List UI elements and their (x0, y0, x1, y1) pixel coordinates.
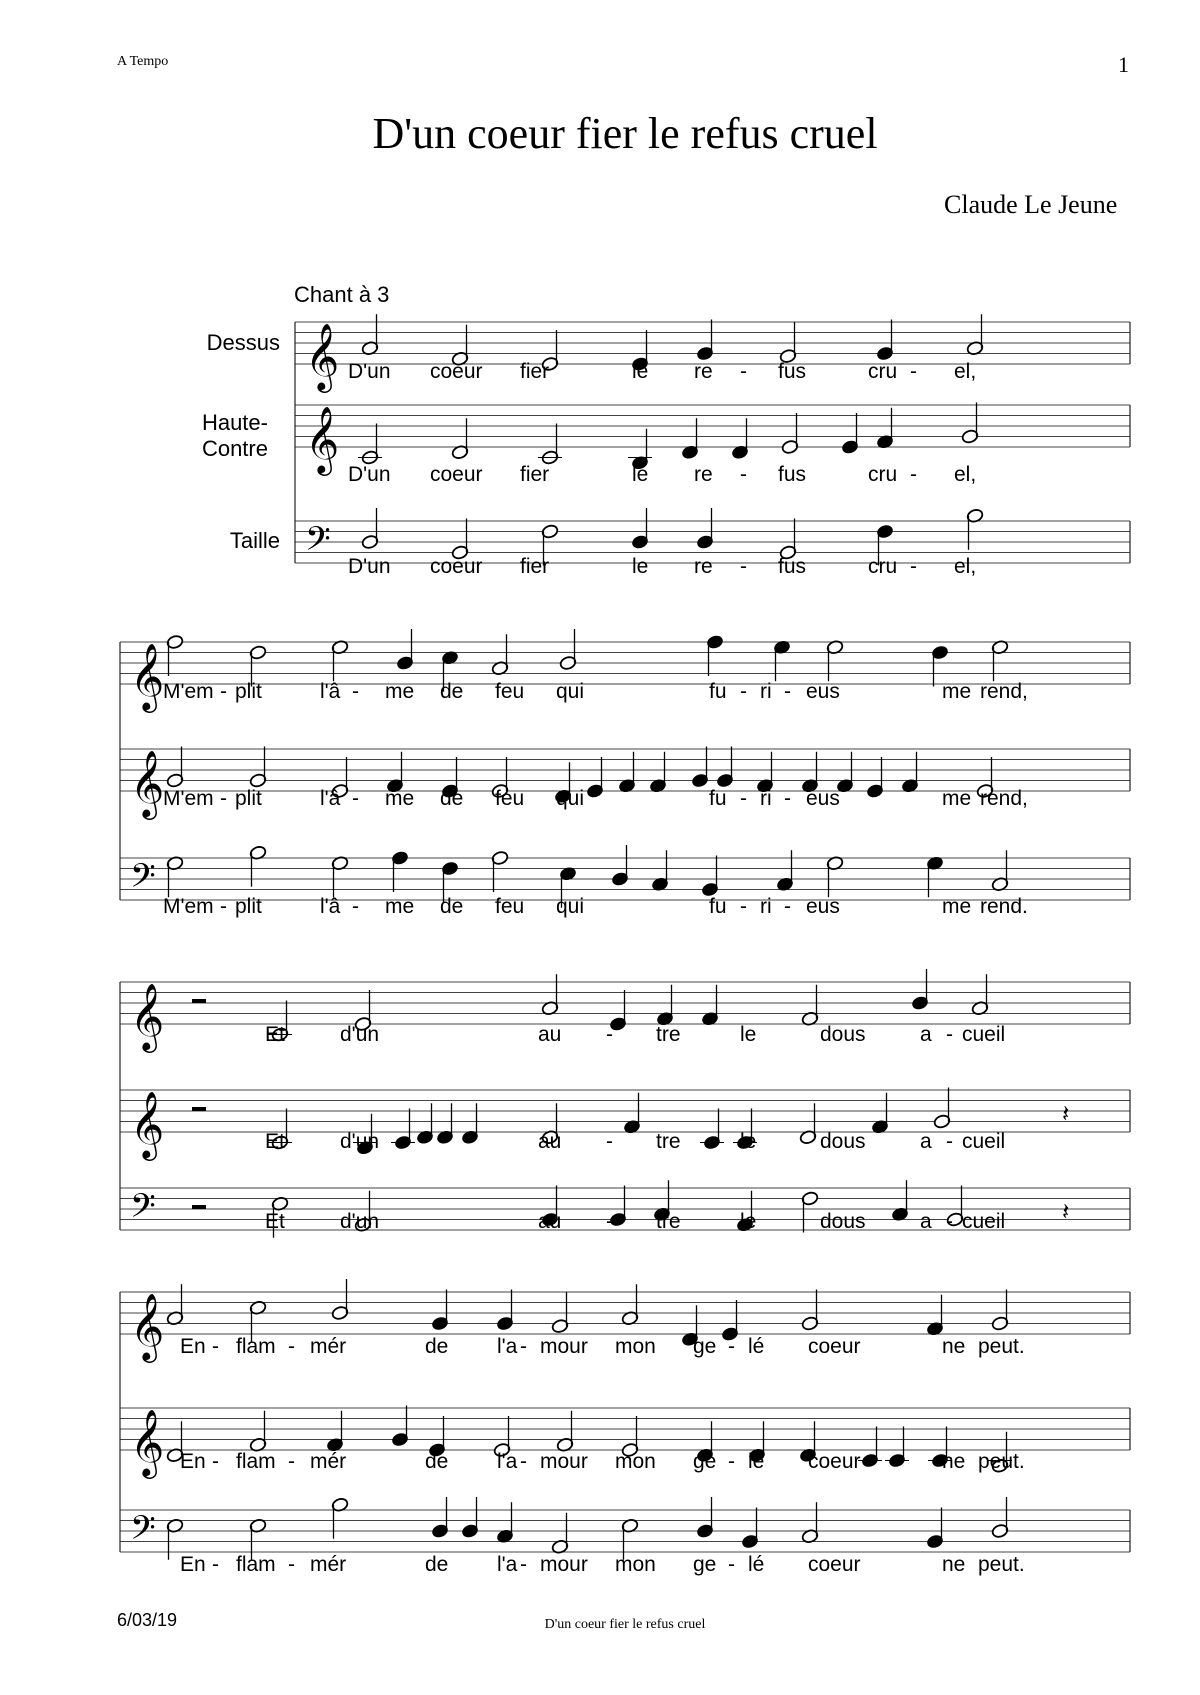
tempo-label: A Tempo (117, 54, 169, 69)
quarter-rest-icon: 𝄽 (1062, 1099, 1070, 1128)
lyric-syllable: - (352, 895, 359, 918)
lyric-syllable: l'â (320, 895, 341, 918)
lyric-syllable: a (920, 1023, 932, 1046)
treble-clef-icon: 𝄞 (130, 642, 165, 710)
lyric-syllable: me (385, 680, 415, 703)
lyric-syllable: de (440, 895, 464, 918)
lyric-syllable: rend, (980, 680, 1028, 703)
lyric-syllable: de (425, 1450, 449, 1473)
lyric-syllable: lé (748, 1450, 765, 1473)
lyric-syllable: coeur (430, 463, 483, 486)
lyric-syllable: re (694, 360, 713, 383)
lyric-syllable: ne (942, 1450, 966, 1473)
lyric-syllable: D'un (348, 555, 391, 578)
lyric-syllable: l'a (497, 1450, 518, 1473)
lyric-syllable: - (606, 1210, 613, 1233)
lyric-syllable: ri (760, 895, 772, 918)
lyric-syllable: - (212, 1553, 219, 1576)
lyric-syllable: l'â (320, 680, 341, 703)
lyric-syllable: le (740, 1023, 757, 1046)
lyric-syllable: - (910, 463, 917, 486)
lyric-syllable: le (740, 1210, 757, 1233)
lyric-syllable: cueil (962, 1023, 1006, 1046)
lyric-syllable: rend, (980, 787, 1028, 810)
lyric-syllable: feu (495, 680, 525, 703)
lyric-syllable: coeur (808, 1553, 861, 1576)
lyric-syllable: mon (615, 1553, 656, 1576)
lyric-syllable: M'em (163, 895, 214, 918)
lyric-syllable: - (740, 680, 747, 703)
footer-date: 6/03/19 (117, 1610, 178, 1630)
lyric-syllable: flam (236, 1335, 276, 1358)
lyric-syllable: mér (310, 1553, 347, 1576)
lyric-syllable: - (288, 1335, 295, 1358)
lyric-syllable: ri (760, 787, 772, 810)
lyric-syllable: - (288, 1553, 295, 1576)
lyric-syllable: - (606, 1023, 613, 1046)
lyric-syllable: mér (310, 1335, 347, 1358)
lyric-syllable: el, (954, 463, 977, 486)
lyric-syllable: d'un (340, 1023, 380, 1046)
lyric-syllable: M'em (163, 787, 214, 810)
lyric-syllable: D'un (348, 463, 391, 486)
lyric-syllable: eus (806, 895, 840, 918)
lyric-syllable: mour (540, 1450, 588, 1473)
voice-label-dessus: Dessus (206, 330, 280, 355)
lyric-syllable: - (606, 1130, 613, 1153)
lyric-syllable: re (694, 463, 713, 486)
lyric-syllable: En (180, 1335, 206, 1358)
lyric-syllable: - (352, 787, 359, 810)
lyric-syllable: le (632, 555, 649, 578)
lyric-syllable: fier (520, 463, 550, 486)
lyric-syllable: En (180, 1450, 206, 1473)
lyric-syllable: peut. (978, 1335, 1025, 1358)
lyric-syllable: mon (615, 1335, 656, 1358)
lyric-syllable: - (352, 680, 359, 703)
lyric-syllable: - (212, 1450, 219, 1473)
lyric-syllable: - (288, 1450, 295, 1473)
bass-clef-icon: 𝄢 (130, 1509, 156, 1556)
lyric-syllable: M'em (163, 680, 214, 703)
lyric-syllable: l'a (497, 1335, 518, 1358)
lyric-syllable: dous (820, 1210, 866, 1233)
lyric-syllable: cru (868, 360, 898, 383)
lyric-syllable: - (740, 895, 747, 918)
lyric-syllable: au (538, 1210, 562, 1233)
lyric-syllable: coeur (430, 555, 483, 578)
lyric-syllable: eus (806, 787, 840, 810)
lyric-syllable: tre (656, 1210, 681, 1233)
voice-label-haute-contre-2: Contre (201, 436, 268, 461)
lyric-syllable: fus (778, 463, 807, 486)
lyric-syllable: ri (760, 680, 772, 703)
lyric-syllable: - (520, 1335, 527, 1358)
treble-clef-icon: 𝄞 (130, 1408, 165, 1476)
voice-label-taille: Taille (229, 528, 280, 553)
lyric-syllable: qui (556, 787, 585, 810)
lyric-syllable: lé (748, 1553, 765, 1576)
lyric-syllable: de (425, 1335, 449, 1358)
lyric-syllable: flam (236, 1450, 276, 1473)
lyric-syllable: - (212, 1335, 219, 1358)
lyric-syllable: coeur (430, 360, 483, 383)
lyric-syllable: plit (235, 680, 262, 703)
composer-name: Claude Le Jeune (944, 190, 1118, 219)
lyric-syllable: - (728, 1553, 735, 1576)
lyric-syllable: au (538, 1130, 562, 1153)
lyric-syllable: D'un (348, 360, 391, 383)
lyric-syllable: cueil (962, 1210, 1006, 1233)
lyric-syllable: - (728, 1335, 735, 1358)
lyric-syllable: dous (820, 1130, 866, 1153)
page-number: 1 (1118, 52, 1129, 77)
lyric-syllable: fus (778, 555, 807, 578)
lyric-syllable: plit (235, 787, 262, 810)
half-rest-icon (192, 1107, 206, 1111)
lyric-syllable: - (220, 895, 227, 918)
lyric-syllable: lé (748, 1335, 765, 1358)
lyric-syllable: - (740, 555, 747, 578)
lyric-syllable: - (784, 895, 791, 918)
half-rest-icon (192, 1205, 206, 1209)
lyric-syllable: ge (693, 1450, 717, 1473)
lyric-syllable: plit (235, 895, 262, 918)
lyric-syllable: - (784, 680, 791, 703)
lyric-syllable: d'un (340, 1210, 380, 1233)
lyric-syllable: qui (556, 895, 585, 918)
lyric-syllable: eus (806, 680, 840, 703)
lyric-syllable: Et (265, 1023, 285, 1046)
lyric-syllable: qui (556, 680, 585, 703)
lyric-syllable: a (920, 1210, 932, 1233)
lyric-syllable: mour (540, 1335, 588, 1358)
lyric-syllable: de (440, 680, 464, 703)
piece-title: D'un coeur fier le refus cruel (372, 109, 878, 158)
voice-label-haute-contre-1: Haute- (201, 410, 268, 435)
lyric-syllable: de (440, 787, 464, 810)
lyric-syllable: coeur (808, 1450, 861, 1473)
half-rest-icon (192, 999, 206, 1003)
lyric-syllable: tre (656, 1130, 681, 1153)
lyric-syllable: - (740, 463, 747, 486)
lyric-syllable: le (632, 463, 649, 486)
lyric-syllable: feu (495, 787, 525, 810)
lyric-syllable: - (728, 1450, 735, 1473)
lyric-syllable: cru (868, 463, 898, 486)
treble-clef-icon: 𝄞 (130, 1090, 165, 1158)
lyric-syllable: ne (942, 1335, 966, 1358)
lyric-syllable: flam (236, 1553, 276, 1576)
quarter-rest-icon: 𝄽 (1062, 1197, 1070, 1226)
lyric-syllable: au (538, 1023, 562, 1046)
lyric-syllable: d'un (340, 1130, 380, 1153)
lyric-syllable: cru (868, 555, 898, 578)
lyric-syllable: fier (520, 555, 550, 578)
lyric-syllable: l'â (320, 787, 341, 810)
bass-clef-icon: 𝄢 (305, 520, 331, 567)
lyric-syllable: l'a (497, 1553, 518, 1576)
lyric-syllable: feu (495, 895, 525, 918)
lyric-syllable: - (946, 1210, 953, 1233)
lyric-syllable: le (740, 1130, 757, 1153)
lyric-syllable: - (520, 1553, 527, 1576)
lyric-syllable: fu (709, 787, 727, 810)
ensemble-label: Chant à 3 (294, 282, 390, 307)
lyric-syllable: - (220, 680, 227, 703)
lyric-syllable: coeur (808, 1335, 861, 1358)
lyric-syllable: me (385, 895, 415, 918)
lyric-syllable: me (942, 680, 972, 703)
treble-clef-icon: 𝄞 (130, 1292, 165, 1360)
lyric-syllable: - (910, 360, 917, 383)
treble-clef-icon: 𝄞 (305, 405, 340, 473)
lyric-syllable: me (385, 787, 415, 810)
footer-title: D'un coeur fier le refus cruel (544, 1617, 706, 1632)
lyric-syllable: mour (540, 1553, 588, 1576)
lyric-syllable: - (220, 787, 227, 810)
lyric-syllable: rend. (980, 895, 1028, 918)
lyric-syllable: me (942, 787, 972, 810)
lyric-syllable: dous (820, 1023, 866, 1046)
lyric-syllable: me (942, 895, 972, 918)
treble-clef-icon: 𝄞 (130, 749, 165, 817)
lyric-syllable: ne (942, 1553, 966, 1576)
lyric-syllable: mon (615, 1450, 656, 1473)
lyric-syllable: fu (709, 895, 727, 918)
lyric-syllable: el, (954, 360, 977, 383)
lyric-syllable: - (946, 1023, 953, 1046)
lyric-syllable: tre (656, 1023, 681, 1046)
lyric-syllable: re (694, 555, 713, 578)
treble-clef-icon: 𝄞 (130, 982, 165, 1050)
lyric-syllable: - (946, 1130, 953, 1153)
lyric-syllable: ge (693, 1553, 717, 1576)
lyric-syllable: - (910, 555, 917, 578)
treble-clef-icon: 𝄞 (305, 322, 340, 390)
lyric-syllable: fus (778, 360, 807, 383)
lyric-syllable: - (520, 1450, 527, 1473)
bass-clef-icon: 𝄢 (130, 857, 156, 904)
lyric-syllable: En (180, 1553, 206, 1576)
lyric-syllable: fier (520, 360, 550, 383)
lyric-syllable: ge (693, 1335, 717, 1358)
lyric-syllable: a (920, 1130, 932, 1153)
lyric-syllable: de (425, 1553, 449, 1576)
lyric-syllable: peut. (978, 1553, 1025, 1576)
lyric-syllable: Et (265, 1210, 285, 1233)
lyric-syllable: - (784, 787, 791, 810)
bass-clef-icon: 𝄢 (130, 1187, 156, 1234)
lyric-syllable: peut. (978, 1450, 1025, 1473)
lyric-syllable: Et (265, 1130, 285, 1153)
lyric-syllable: el, (954, 555, 977, 578)
lyric-syllable: le (632, 360, 649, 383)
lyric-syllable: - (740, 360, 747, 383)
lyric-syllable: fu (709, 680, 727, 703)
lyric-syllable: cueil (962, 1130, 1006, 1153)
lyric-syllable: - (740, 787, 747, 810)
lyric-syllable: mér (310, 1450, 347, 1473)
